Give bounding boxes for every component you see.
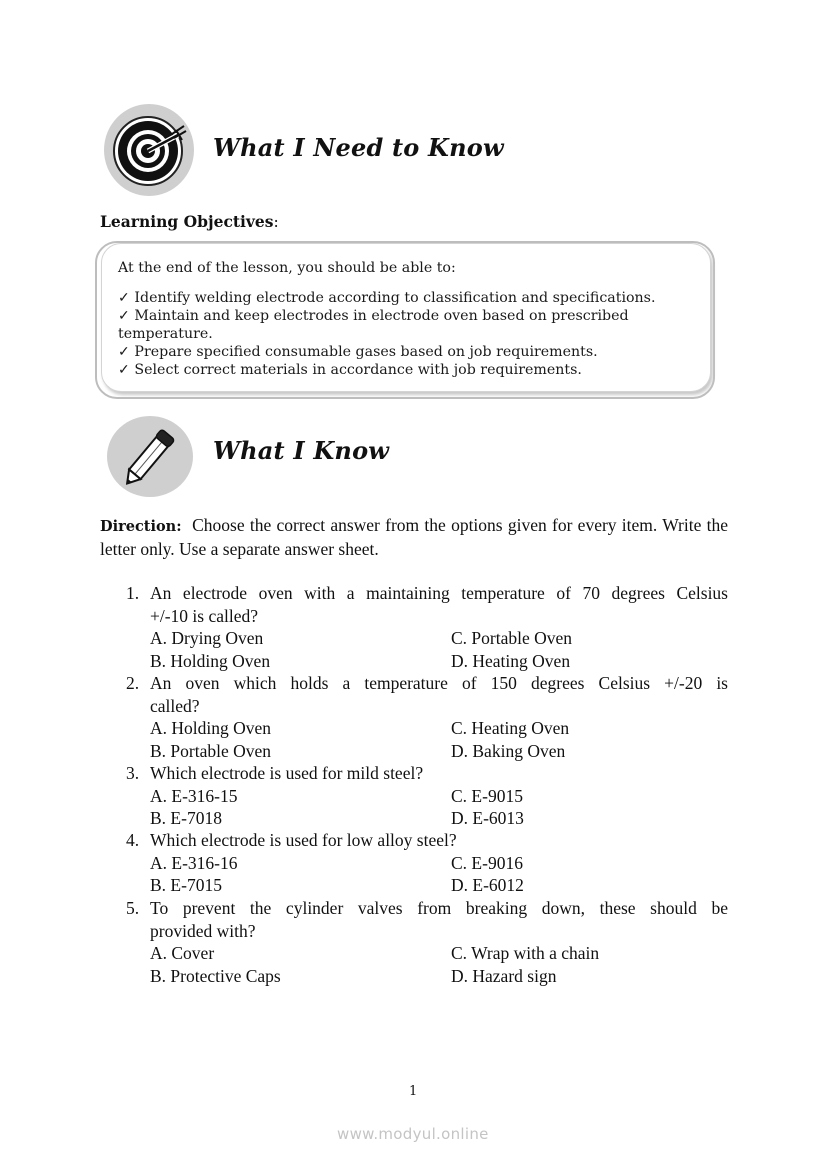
option-d: D. Hazard sign <box>451 966 557 986</box>
question-number: 4. <box>126 830 140 850</box>
option-a: A. Holding Oven <box>150 718 272 738</box>
objective-text: Prepare specified consumable gases based on job requirements. <box>134 344 598 360</box>
option-d: D. E-6012 <box>451 875 524 895</box>
option-b: B. E-7018 <box>150 808 222 828</box>
option-c: C. Heating Oven <box>451 718 570 738</box>
objective-item <box>118 343 598 361</box>
learning-objectives-colon: : <box>273 213 279 231</box>
pencil-icon <box>107 416 193 497</box>
option-a: A. E-316-16 <box>150 853 238 873</box>
question-text: To prevent the cylinder valves from breaking down, these should be <box>150 898 728 918</box>
option-c: C. Wrap with a chain <box>451 943 600 963</box>
section-title-need-to-know: What I Need to Know <box>213 133 504 162</box>
question-number: 3. <box>126 763 140 783</box>
objective-item <box>118 289 655 307</box>
option-b: B. Portable Oven <box>150 741 272 761</box>
check-icon: ✓ <box>118 308 130 324</box>
learning-objectives-label: Learning Objectives <box>100 212 274 231</box>
option-d: D. Heating Oven <box>451 651 571 671</box>
section-title-what-i-know: What I Know <box>213 436 390 465</box>
option-a: A. Drying Oven <box>150 628 264 648</box>
question-text-continued: +/-10 is called? <box>150 606 259 626</box>
question-text-continued: provided with? <box>150 921 256 941</box>
question-number: 1. <box>126 583 140 603</box>
learning-objectives-heading <box>100 212 279 231</box>
question-text: An oven which holds a temperature of 150 degrees Celsius +/-20 is <box>150 673 728 693</box>
direction-text: Choose the correct answer from the options given for every item. Write the letter only. Use a separate answer sheet. <box>100 515 729 559</box>
option-c: C. Portable Oven <box>451 628 573 648</box>
question-text-continued: called? <box>150 696 200 716</box>
question-number: 2. <box>126 673 140 693</box>
question-text: Which electrode is used for mild steel? <box>150 763 424 783</box>
option-d: D. E-6013 <box>451 808 524 828</box>
question-text: An electrode oven with a maintaining temperature of 70 degrees Celsius <box>150 583 728 603</box>
pencil-icon-badge <box>107 416 193 497</box>
objective-text: Identify welding electrode according to classification and specifications. <box>134 290 656 306</box>
objective-text: Maintain and keep electrodes in electrode oven based on prescribed <box>134 308 629 324</box>
objective-item <box>118 361 582 379</box>
question-number: 5. <box>126 898 140 918</box>
page-number: 1 <box>409 1084 418 1099</box>
option-c: C. E-9015 <box>451 786 523 806</box>
direction-paragraph <box>100 514 728 560</box>
option-a: A. E-316-15 <box>150 786 238 806</box>
target-icon <box>104 104 194 196</box>
objective-item <box>118 307 629 325</box>
objective-item-continued: temperature. <box>118 326 213 342</box>
objective-text: Select correct materials in accordance with job requirements. <box>134 362 582 378</box>
check-icon: ✓ <box>118 344 130 360</box>
target-icon-badge <box>104 104 194 196</box>
direction-label: Direction: <box>100 518 182 535</box>
objectives-intro: At the end of the lesson, you should be able to: <box>118 260 456 276</box>
option-b: B. E-7015 <box>150 875 222 895</box>
question-text: Which electrode is used for low alloy steel? <box>150 830 457 850</box>
check-icon: ✓ <box>118 290 130 306</box>
watermark: www.modyul.online <box>337 1125 489 1143</box>
option-d: D. Baking Oven <box>451 741 566 761</box>
option-b: B. Holding Oven <box>150 651 271 671</box>
check-icon: ✓ <box>118 362 130 378</box>
option-a: A. Cover <box>150 943 215 963</box>
option-c: C. E-9016 <box>451 853 523 873</box>
option-b: B. Protective Caps <box>150 966 281 986</box>
